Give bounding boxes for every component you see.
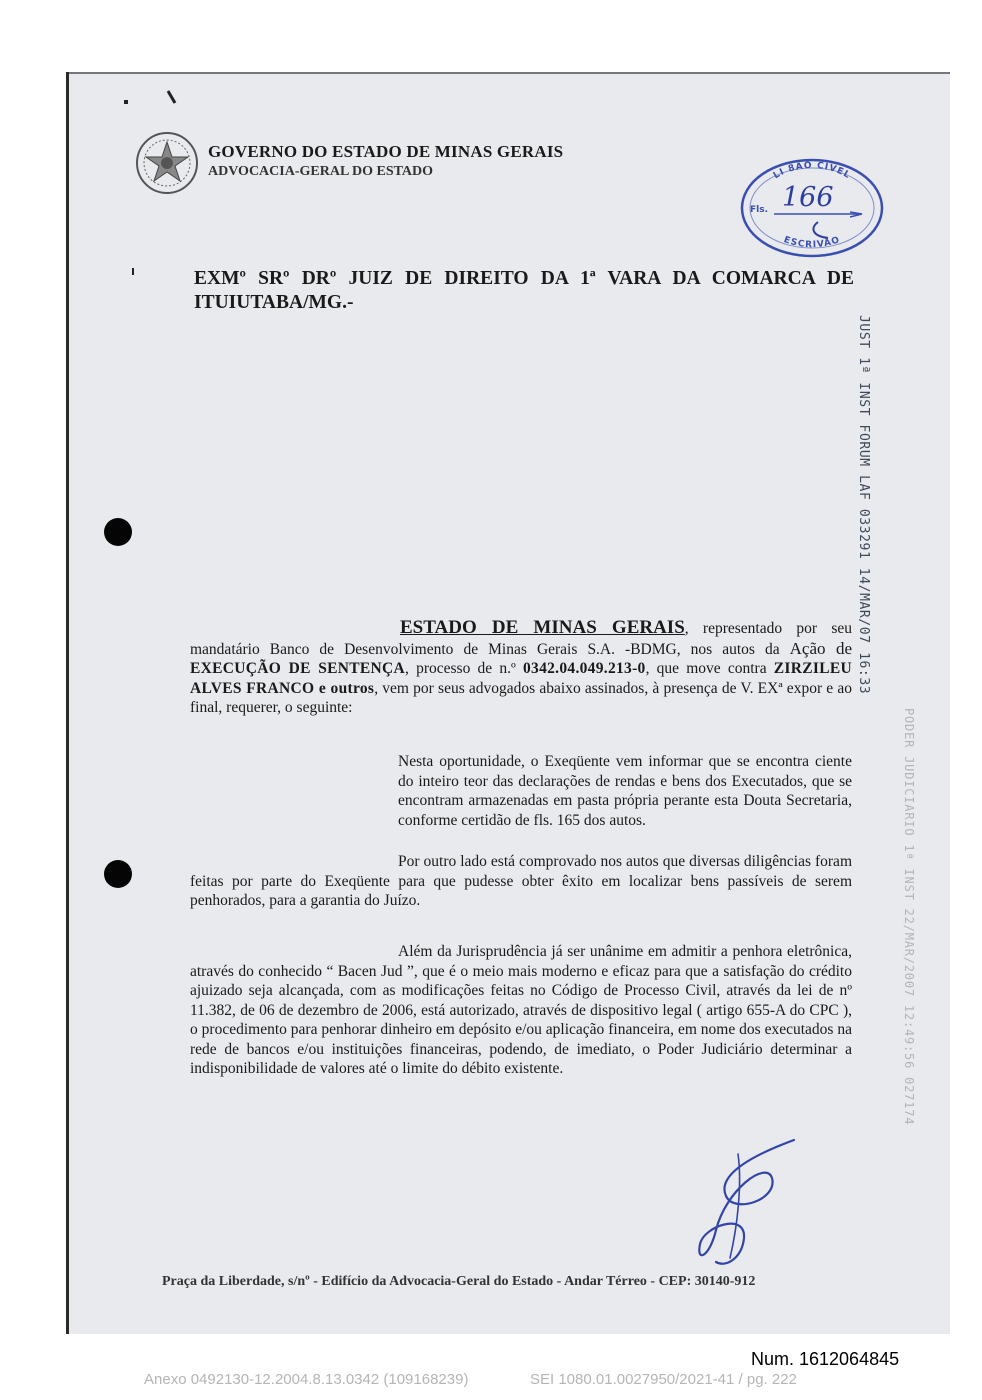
signature-icon [686,1134,806,1274]
punch-hole [104,860,132,888]
stamp-bottom-text: ESCRIVÃO [782,235,842,251]
protocol-stamp-faint: PODER JUDICIARIO 1ª INST 22/MAR/2007 12:49:56 027174 [902,708,916,1126]
paragraph-text: , processo de n.º [405,660,523,677]
scanned-page [66,72,950,1334]
annex-reference: Anexo 0492130-12.2004.8.13.0342 (109168239) [144,1371,469,1388]
scan-speck [132,268,134,275]
scan-speck [124,100,128,104]
document-number: Num. 1612064845 [751,1349,900,1369]
coat-of-arms-icon [134,130,200,196]
scan-top-edge [66,72,950,74]
paragraph-text: , representado por seu mandatário Banco de Desenvolvimento de Minas Gerais S.A. -BDMG, nos autos da [190,620,852,658]
party-name: ESTADO DE MINAS GERAIS [400,617,685,638]
svg-text:ESCRIVÃO [782,235,841,250]
protocol-stamp-vertical: JUST 1ª INST FORUM LAF 033291 14/MAR/07 16:33 [856,315,871,695]
letterhead-footer-address: Praça da Liberdade, s/nº - Edifício da Advocacia-Geral do Estado - Andar Térreo - CEP: 30140-912 [162,1274,756,1289]
defendant-name: ZIRZILEU ALVES FRANCO e outros [190,660,853,697]
paragraph-text: Nesta oportunidade, o Exeqüente vem informar que se encontra ciente do inteiro teor das declarações de rendas e bens dos Executados, que se encontram armazenadas em pasta própria perante esta Douta Secretaria, conforme certidão de fls. 165 dos autos. [398,753,852,829]
stamp-page-number: 166 [782,182,834,213]
paragraph-text: Além da Jurisprudência já ser unânime em admitir a penhora eletrônica, através do conhecido “ Bacen Jud ”, que é o meio mais moderno e eficaz para que a satisfação do crédito ajuizado seja alcançada, com as modificações feitas no Código de Processo Civil, através da lei de nº 11.382, de 06 de dezembro de 2006, está autorizado, através de dispositivo legal ( artigo 655-A do CPC ), o procedimento para penhorar dinheiro em depósito e/ou aplicação financeira, em nome dos executados na rede de bancos e/ou instituições financeiras, podendo, de imediato, o Poder Judiciário determinar a indisponibilidade de valores até o limite do débito existente. [190,943,852,1077]
stamp-top-text: LI 8ÃO CIVEL [771,160,853,182]
sei-page-reference: SEI 1080.01.0027950/2021-41 / pg. 222 [530,1371,797,1388]
paragraph-parties [190,618,852,718]
scan-left-edge [66,72,69,1334]
process-number: 0342.04.049.213-0 [522,660,646,677]
paragraph-bacen-jud [190,942,852,1079]
paragraph-declarations [190,752,852,830]
letterhead-agency: ADVOCACIA-GERAL DO ESTADO [208,164,434,179]
action-prefix: Ação de [789,638,852,658]
paragraph-text: , vem por seus advogados abaixo assinados, à presença de V. EXª expor e ao final, requerer, o seguinte: [190,679,852,716]
punch-hole [104,518,132,546]
addressee-heading: EXMº SRº DRº JUIZ DE DIREITO DA 1ª VARA DA COMARCA DE ITUIUTABA/MG.- [194,268,854,313]
letterhead-government: GOVERNO DO ESTADO DE MINAS GERAIS [208,142,564,161]
stamp-fls-label: Fls. [750,205,769,215]
paragraph-text: Por outro lado está comprovado nos autos que diversas diligências foram feitas por parte do Exeqüente para que pudesse obter êxito em localizar bens passíveis de serem penhorados, para a garantia do Juízo. [190,853,852,909]
paragraph-diligences [190,852,852,911]
action-name: EXECUÇÃO DE SENTENÇA [190,660,406,677]
scan-speck [167,90,177,104]
paragraph-text: , que move contra [645,660,774,677]
